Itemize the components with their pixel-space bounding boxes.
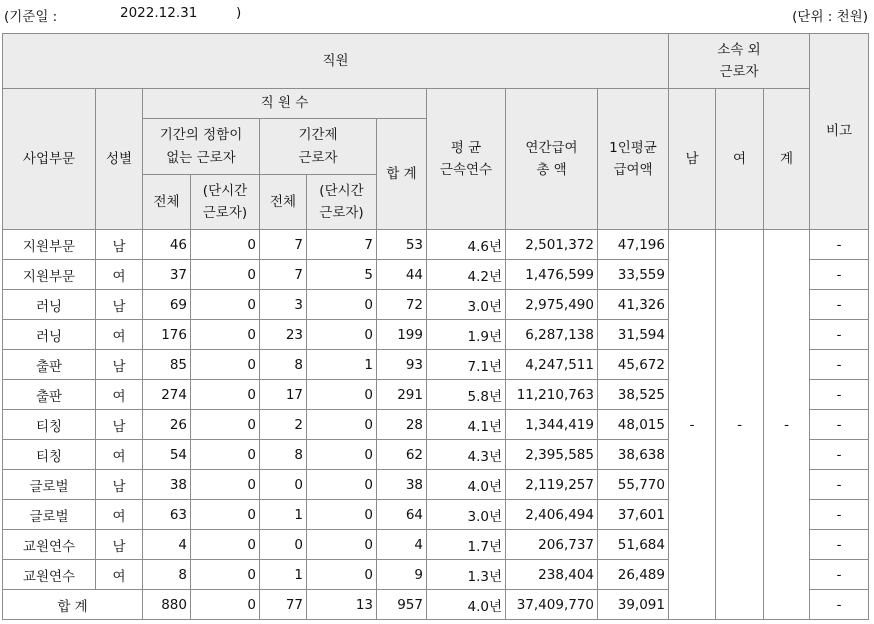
annual-pay-cell: 4,247,511	[506, 350, 598, 380]
division-cell: 출판	[3, 350, 96, 380]
header-permanent-workers: 기간의 정함이 없는 근로자	[143, 119, 260, 175]
fixed-term-total-cell: 17	[260, 380, 307, 410]
permanent-total-cell: 274	[143, 380, 191, 410]
avg-pay-cell: 31,594	[598, 320, 669, 350]
avg-pay-cell: 33,559	[598, 260, 669, 290]
header-annual-pay: 연간급여 총 액	[506, 89, 598, 230]
gender-cell: 여	[96, 260, 143, 290]
gender-cell: 남	[96, 290, 143, 320]
division-cell: 교원연수	[3, 560, 96, 590]
basis-date-close: )	[236, 5, 242, 21]
header-staff: 직원	[3, 34, 669, 89]
gender-cell: 여	[96, 440, 143, 470]
headcount-total-cell: 93	[377, 350, 427, 380]
basis-date-label: (기준일 :	[4, 9, 58, 25]
fixed-term-part-time-cell: 0	[307, 440, 377, 470]
avg-tenure-cell: 1.3년	[427, 560, 506, 590]
avg-tenure-cell: 1.7년	[427, 530, 506, 560]
division-cell: 러닝	[3, 290, 96, 320]
header-avg-pay: 1인평균 급여액	[598, 89, 669, 230]
fixed-term-part-time-cell: 0	[307, 560, 377, 590]
permanent-total-cell: 69	[143, 290, 191, 320]
avg-tenure-cell: 7.1년	[427, 350, 506, 380]
remark-cell: -	[810, 350, 869, 380]
totals-fixed-term-part-time-cell: 13	[307, 590, 377, 620]
fixed-term-total-cell: 1	[260, 500, 307, 530]
totals-remark-cell: -	[810, 590, 869, 620]
annual-pay-cell: 2,119,257	[506, 470, 598, 500]
fixed-term-part-time-cell: 7	[307, 230, 377, 260]
gender-cell: 여	[96, 320, 143, 350]
annual-pay-cell: 6,287,138	[506, 320, 598, 350]
remark-cell: -	[810, 260, 869, 290]
annual-pay-cell: 2,501,372	[506, 230, 598, 260]
permanent-part-time-cell: 0	[191, 260, 260, 290]
division-cell: 교원연수	[3, 530, 96, 560]
headcount-total-cell: 9	[377, 560, 427, 590]
avg-tenure-cell: 5.8년	[427, 380, 506, 410]
permanent-part-time-cell: 0	[191, 410, 260, 440]
basis-date-value: 2022.12.31	[120, 5, 198, 21]
fixed-term-part-time-cell: 0	[307, 410, 377, 440]
fixed-term-total-cell: 23	[260, 320, 307, 350]
fixed-term-total-cell: 1	[260, 560, 307, 590]
permanent-part-time-cell: 0	[191, 290, 260, 320]
avg-tenure-cell: 4.0년	[427, 470, 506, 500]
header-total-sum: 합 계	[377, 119, 427, 230]
annual-pay-cell: 238,404	[506, 560, 598, 590]
headcount-total-cell: 44	[377, 260, 427, 290]
annual-pay-cell: 2,395,585	[506, 440, 598, 470]
avg-pay-cell: 38,638	[598, 440, 669, 470]
annual-pay-cell: 206,737	[506, 530, 598, 560]
totals-avg-tenure-cell: 4.0년	[427, 590, 506, 620]
avg-pay-cell: 55,770	[598, 470, 669, 500]
totals-avg-pay-cell: 39,091	[598, 590, 669, 620]
division-cell: 지원부문	[3, 260, 96, 290]
division-cell: 글로벌	[3, 500, 96, 530]
permanent-part-time-cell: 0	[191, 380, 260, 410]
annual-pay-cell: 1,344,419	[506, 410, 598, 440]
header-headcount: 직 원 수	[143, 89, 427, 119]
permanent-total-cell: 85	[143, 350, 191, 380]
division-cell: 티칭	[3, 410, 96, 440]
table-row	[3, 230, 869, 260]
permanent-part-time-cell: 0	[191, 500, 260, 530]
avg-tenure-cell: 4.2년	[427, 260, 506, 290]
fixed-term-part-time-cell: 5	[307, 260, 377, 290]
totals-annual-pay-cell: 37,409,770	[506, 590, 598, 620]
headcount-total-cell: 291	[377, 380, 427, 410]
avg-pay-cell: 48,015	[598, 410, 669, 440]
annual-pay-cell: 11,210,763	[506, 380, 598, 410]
totals-fixed-term-total-cell: 77	[260, 590, 307, 620]
headcount-total-cell: 199	[377, 320, 427, 350]
fixed-term-part-time-cell: 0	[307, 500, 377, 530]
division-cell: 출판	[3, 380, 96, 410]
fixed-term-total-cell: 7	[260, 230, 307, 260]
remark-cell: -	[810, 410, 869, 440]
avg-pay-cell: 47,196	[598, 230, 669, 260]
fixed-term-total-cell: 8	[260, 440, 307, 470]
permanent-part-time-cell: 0	[191, 350, 260, 380]
unit-label: (단위 : 천원)	[792, 9, 868, 25]
employee-status-table	[2, 33, 869, 620]
headcount-total-cell: 28	[377, 410, 427, 440]
totals-headcount-total-cell: 957	[377, 590, 427, 620]
permanent-part-time-cell: 0	[191, 230, 260, 260]
annual-pay-cell: 1,476,599	[506, 260, 598, 290]
headcount-total-cell: 4	[377, 530, 427, 560]
gender-cell: 남	[96, 470, 143, 500]
avg-pay-cell: 45,672	[598, 350, 669, 380]
permanent-part-time-cell: 0	[191, 320, 260, 350]
division-cell: 글로벌	[3, 470, 96, 500]
avg-pay-cell: 26,489	[598, 560, 669, 590]
headcount-total-cell: 72	[377, 290, 427, 320]
gender-cell: 여	[96, 560, 143, 590]
fixed-term-total-cell: 8	[260, 350, 307, 380]
avg-pay-cell: 38,525	[598, 380, 669, 410]
permanent-part-time-cell: 0	[191, 530, 260, 560]
header-outside-sum: 계	[764, 89, 810, 230]
header-division: 사업부문	[3, 89, 96, 230]
gender-cell: 남	[96, 410, 143, 440]
headcount-total-cell: 53	[377, 230, 427, 260]
remark-cell: -	[810, 290, 869, 320]
gender-cell: 남	[96, 230, 143, 260]
header-avg-tenure: 평 균 근속연수	[427, 89, 506, 230]
fixed-term-part-time-cell: 0	[307, 470, 377, 500]
avg-tenure-cell: 4.6년	[427, 230, 506, 260]
fixed-term-total-cell: 2	[260, 410, 307, 440]
permanent-part-time-cell: 0	[191, 470, 260, 500]
permanent-total-cell: 26	[143, 410, 191, 440]
avg-pay-cell: 41,326	[598, 290, 669, 320]
division-cell: 지원부문	[3, 230, 96, 260]
remark-cell: -	[810, 530, 869, 560]
division-cell: 러닝	[3, 320, 96, 350]
headcount-total-cell: 38	[377, 470, 427, 500]
fixed-term-part-time-cell: 0	[307, 320, 377, 350]
header-permanent-all: 전체	[143, 175, 191, 230]
totals-permanent-part-time-cell: 0	[191, 590, 260, 620]
gender-cell: 남	[96, 350, 143, 380]
header-outside-male: 남	[669, 89, 716, 230]
fixed-term-part-time-cell: 0	[307, 530, 377, 560]
permanent-part-time-cell: 0	[191, 440, 260, 470]
remark-cell: -	[810, 470, 869, 500]
fixed-term-part-time-cell: 1	[307, 350, 377, 380]
permanent-part-time-cell: 0	[191, 560, 260, 590]
permanent-total-cell: 54	[143, 440, 191, 470]
permanent-total-cell: 63	[143, 500, 191, 530]
outside-male-cell: -	[669, 230, 716, 620]
permanent-total-cell: 8	[143, 560, 191, 590]
fixed-term-total-cell: 3	[260, 290, 307, 320]
remark-cell: -	[810, 380, 869, 410]
headcount-total-cell: 64	[377, 500, 427, 530]
permanent-total-cell: 38	[143, 470, 191, 500]
fixed-term-total-cell: 0	[260, 530, 307, 560]
avg-tenure-cell: 3.0년	[427, 500, 506, 530]
permanent-total-cell: 37	[143, 260, 191, 290]
fixed-term-total-cell: 0	[260, 470, 307, 500]
fixed-term-part-time-cell: 0	[307, 380, 377, 410]
outside-female-cell: -	[716, 230, 764, 620]
gender-cell: 여	[96, 500, 143, 530]
report-header	[0, 0, 874, 30]
remark-cell: -	[810, 440, 869, 470]
gender-cell: 여	[96, 380, 143, 410]
header-fixed-part-time: (단시간 근로자)	[307, 175, 377, 230]
totals-permanent-total-cell: 880	[143, 590, 191, 620]
header-outside-workers: 소속 외 근로자	[669, 34, 810, 89]
header-remarks: 비고	[810, 34, 869, 230]
remark-cell: -	[810, 500, 869, 530]
outside-sum-cell: -	[764, 230, 810, 620]
avg-pay-cell: 37,601	[598, 500, 669, 530]
fixed-term-part-time-cell: 0	[307, 290, 377, 320]
header-outside-female: 여	[716, 89, 764, 230]
remark-cell: -	[810, 320, 869, 350]
remark-cell: -	[810, 560, 869, 590]
annual-pay-cell: 2,406,494	[506, 500, 598, 530]
annual-pay-cell: 2,975,490	[506, 290, 598, 320]
avg-tenure-cell: 4.1년	[427, 410, 506, 440]
totals-label: 합 계	[3, 590, 143, 620]
division-cell: 티칭	[3, 440, 96, 470]
header-fixed-term-workers: 기간제 근로자	[260, 119, 377, 175]
header-fixed-all: 전체	[260, 175, 307, 230]
avg-tenure-cell: 3.0년	[427, 290, 506, 320]
permanent-total-cell: 46	[143, 230, 191, 260]
remark-cell: -	[810, 230, 869, 260]
table-body	[3, 230, 869, 620]
headcount-total-cell: 62	[377, 440, 427, 470]
avg-tenure-cell: 1.9년	[427, 320, 506, 350]
header-gender: 성별	[96, 89, 143, 230]
avg-pay-cell: 51,684	[598, 530, 669, 560]
fixed-term-total-cell: 7	[260, 260, 307, 290]
permanent-total-cell: 176	[143, 320, 191, 350]
avg-tenure-cell: 4.3년	[427, 440, 506, 470]
permanent-total-cell: 4	[143, 530, 191, 560]
gender-cell: 남	[96, 530, 143, 560]
header-permanent-part-time: (단시간 근로자)	[191, 175, 260, 230]
